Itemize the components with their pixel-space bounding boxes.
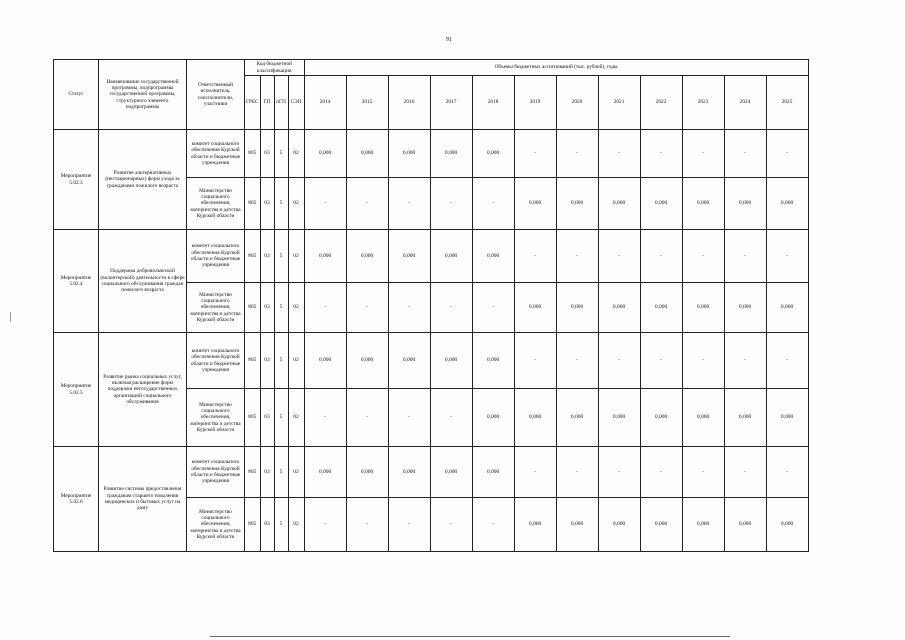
- row-code: 805: [245, 498, 261, 552]
- row-value: -: [514, 333, 556, 389]
- row-value: -: [556, 333, 598, 389]
- row-code: 03: [260, 333, 274, 389]
- row-value: -: [766, 447, 808, 498]
- row-value: -: [598, 130, 640, 178]
- row-value: 0,000: [556, 178, 598, 230]
- row-value: -: [472, 498, 514, 552]
- row-code: 805: [245, 333, 261, 389]
- header-code-3: СЭП: [288, 76, 304, 130]
- row-value: 0,000: [472, 333, 514, 389]
- row-value: 0,000: [682, 283, 724, 333]
- row-value: -: [388, 389, 430, 447]
- row-code: 03: [260, 178, 274, 230]
- row-value: -: [346, 283, 388, 333]
- row-value: 0,000: [724, 178, 766, 230]
- row-value: 0,000: [766, 498, 808, 552]
- row-value: 0,000: [388, 130, 430, 178]
- row-value: -: [598, 447, 640, 498]
- row-value: 0,000: [724, 389, 766, 447]
- row-code: 03: [260, 498, 274, 552]
- row-value: -: [640, 333, 682, 389]
- header-status: Статус: [54, 60, 99, 130]
- row-value: 0,000: [556, 389, 598, 447]
- row-value: 0,000: [346, 333, 388, 389]
- row-responsible: Министерство социального обеспечения, материнства и детства Курской области: [187, 389, 245, 447]
- row-value: -: [514, 230, 556, 283]
- row-value: -: [388, 178, 430, 230]
- header-year-2021: 2021: [598, 76, 640, 130]
- row-value: 0,000: [640, 283, 682, 333]
- row-value: -: [346, 178, 388, 230]
- row-code: 02: [288, 498, 304, 552]
- row-name: Поддержка добровольческой (волонтерской) деятельности в сфере социального обслуживания граждан пожилого возраста: [99, 230, 187, 333]
- row-value: 0,000: [346, 230, 388, 283]
- row-value: 0,000: [430, 447, 472, 498]
- table-row: [54, 447, 809, 498]
- page-number: 91: [446, 37, 452, 43]
- row-code: 805: [245, 283, 261, 333]
- row-value: 0,000: [598, 283, 640, 333]
- row-value: 0,000: [388, 333, 430, 389]
- row-code: 5: [274, 178, 288, 230]
- row-code: 805: [245, 130, 261, 178]
- row-responsible: Министерство социального обеспечения, материнства и детства Курской области: [187, 178, 245, 230]
- row-code: 02: [288, 230, 304, 283]
- scan-edge-line: [210, 636, 730, 637]
- row-value: -: [430, 283, 472, 333]
- row-responsible: Министерство социального обеспечения, материнства и детства Курской области: [187, 283, 245, 333]
- row-value: -: [472, 283, 514, 333]
- row-value: 0,000: [430, 230, 472, 283]
- row-value: 0,000: [304, 130, 346, 178]
- row-value: 0,000: [346, 130, 388, 178]
- row-value: 0,000: [472, 447, 514, 498]
- row-value: 0,000: [346, 447, 388, 498]
- row-name: Развитие рынка социальных услуг, включая расширение форм поддержки негосударственных организаций социального обслуживания: [99, 333, 187, 447]
- row-value: -: [556, 130, 598, 178]
- header-year-2020: 2020: [556, 76, 598, 130]
- header-code-2: пГП: [274, 76, 288, 130]
- row-responsible: комитет социального обеспечения Курской области и бюджетные учреждения: [187, 130, 245, 178]
- header-year-2022: 2022: [640, 76, 682, 130]
- row-value: -: [430, 498, 472, 552]
- header-budget-volumes: Объемы бюджетных ассигнований (тыс. рублей), годы: [304, 60, 808, 76]
- header-year-2016: 2016: [388, 76, 430, 130]
- row-value: -: [766, 230, 808, 283]
- row-value: 0,000: [430, 130, 472, 178]
- row-value: -: [682, 230, 724, 283]
- row-value: 0,000: [640, 389, 682, 447]
- header-year-2014: 2014: [304, 76, 346, 130]
- row-value: -: [682, 333, 724, 389]
- row-value: -: [514, 447, 556, 498]
- row-code: 03: [260, 283, 274, 333]
- row-status: Мероприятие 5.02.4: [54, 230, 99, 333]
- row-value: 0,000: [766, 178, 808, 230]
- row-value: 0,000: [682, 389, 724, 447]
- row-value: 0,000: [472, 130, 514, 178]
- header-year-2017: 2017: [430, 76, 472, 130]
- table-row: [54, 333, 809, 389]
- row-code: 5: [274, 447, 288, 498]
- row-code: 5: [274, 283, 288, 333]
- row-value: -: [724, 447, 766, 498]
- row-value: -: [724, 333, 766, 389]
- row-value: -: [388, 283, 430, 333]
- row-status: Мероприятие 5.02.6: [54, 447, 99, 552]
- row-value: 0,000: [766, 283, 808, 333]
- budget-table: [53, 59, 809, 552]
- row-value: -: [640, 130, 682, 178]
- row-value: -: [640, 447, 682, 498]
- row-code: 03: [260, 130, 274, 178]
- header-budget-code: Код бюджетной классификации: [245, 60, 305, 76]
- row-code: 02: [288, 333, 304, 389]
- row-value: -: [682, 130, 724, 178]
- row-code: 5: [274, 389, 288, 447]
- row-value: -: [556, 230, 598, 283]
- row-code: 02: [288, 283, 304, 333]
- row-value: -: [304, 389, 346, 447]
- header-name: Наименование государственной программы, подпрограммы государственной программы, структурного элемента подпрограммы: [99, 60, 187, 130]
- row-value: -: [598, 230, 640, 283]
- row-value: 0,000: [304, 447, 346, 498]
- row-code: 805: [245, 447, 261, 498]
- row-value: -: [430, 389, 472, 447]
- header-year-2018: 2018: [472, 76, 514, 130]
- row-value: -: [598, 333, 640, 389]
- row-value: 0,000: [304, 230, 346, 283]
- row-value: 0,000: [388, 230, 430, 283]
- row-status: Мероприятие 5.02.3: [54, 130, 99, 230]
- row-code: 02: [288, 130, 304, 178]
- table-row: [54, 230, 809, 283]
- row-responsible: комитет социального обеспечения Курской области и бюджетные учреждения: [187, 447, 245, 498]
- row-code: 03: [260, 230, 274, 283]
- row-value: -: [388, 498, 430, 552]
- row-name: Развитие системы предоставления гражданам старшего поколения медицинских и бытовых услуг на дому: [99, 447, 187, 552]
- row-code: 5: [274, 130, 288, 178]
- row-code: 02: [288, 178, 304, 230]
- row-value: -: [346, 389, 388, 447]
- row-code: 5: [274, 498, 288, 552]
- header-year-2024: 2024: [724, 76, 766, 130]
- scan-edge-mark: [10, 312, 17, 322]
- row-value: -: [766, 130, 808, 178]
- row-value: 0,000: [598, 389, 640, 447]
- row-value: -: [346, 498, 388, 552]
- row-value: -: [682, 447, 724, 498]
- row-responsible: Министерство социального обеспечения, материнства и детства Курской области: [187, 498, 245, 552]
- row-value: 0,000: [514, 498, 556, 552]
- row-value: -: [514, 130, 556, 178]
- header-year-2019: 2019: [514, 76, 556, 130]
- row-value: 0,000: [598, 498, 640, 552]
- row-name: Развитие альтернативных (нестационарных) форм ухода за гражданами пожилого возраста: [99, 130, 187, 230]
- row-responsible: комитет социального обеспечения Курской области и бюджетные учреждения: [187, 333, 245, 389]
- row-value: 0,000: [556, 283, 598, 333]
- row-value: 0,000: [472, 230, 514, 283]
- row-code: 805: [245, 178, 261, 230]
- row-value: -: [724, 130, 766, 178]
- row-value: 0,000: [640, 178, 682, 230]
- row-value: -: [724, 230, 766, 283]
- row-value: 0,000: [430, 333, 472, 389]
- row-code: 02: [288, 447, 304, 498]
- row-value: -: [556, 447, 598, 498]
- row-value: 0,000: [304, 333, 346, 389]
- row-code: 5: [274, 333, 288, 389]
- row-value: 0,000: [724, 283, 766, 333]
- row-value: -: [430, 178, 472, 230]
- row-code: 02: [288, 389, 304, 447]
- row-value: -: [472, 178, 514, 230]
- row-value: 0,000: [682, 498, 724, 552]
- row-value: -: [766, 333, 808, 389]
- row-responsible: комитет социального обеспечения Курской области и бюджетные учреждения: [187, 230, 245, 283]
- header-year-2015: 2015: [346, 76, 388, 130]
- row-value: -: [640, 230, 682, 283]
- row-value: -: [304, 178, 346, 230]
- row-value: -: [304, 498, 346, 552]
- row-value: 0,000: [598, 178, 640, 230]
- row-code: 03: [260, 447, 274, 498]
- row-value: 0,000: [766, 389, 808, 447]
- row-value: 0,000: [388, 447, 430, 498]
- row-code: 805: [245, 389, 261, 447]
- row-value: 0,000: [724, 498, 766, 552]
- header-year-2025: 2025: [766, 76, 808, 130]
- header-responsible: Ответственный исполнитель, соисполнители, участники: [187, 60, 245, 130]
- row-code: 03: [260, 389, 274, 447]
- row-value: 0,000: [556, 498, 598, 552]
- row-value: 0,000: [514, 178, 556, 230]
- row-code: 805: [245, 230, 261, 283]
- row-value: 0,000: [682, 178, 724, 230]
- header-code-0: ГРБС: [245, 76, 261, 130]
- header-year-2023: 2023: [682, 76, 724, 130]
- row-value: 0,000: [472, 389, 514, 447]
- table-row: [54, 130, 809, 178]
- row-code: 5: [274, 230, 288, 283]
- row-value: 0,000: [514, 283, 556, 333]
- row-status: Мероприятие 5.02.5: [54, 333, 99, 447]
- header-code-1: ГП: [260, 76, 274, 130]
- row-value: 0,000: [514, 389, 556, 447]
- row-value: -: [304, 283, 346, 333]
- row-value: 0,000: [640, 498, 682, 552]
